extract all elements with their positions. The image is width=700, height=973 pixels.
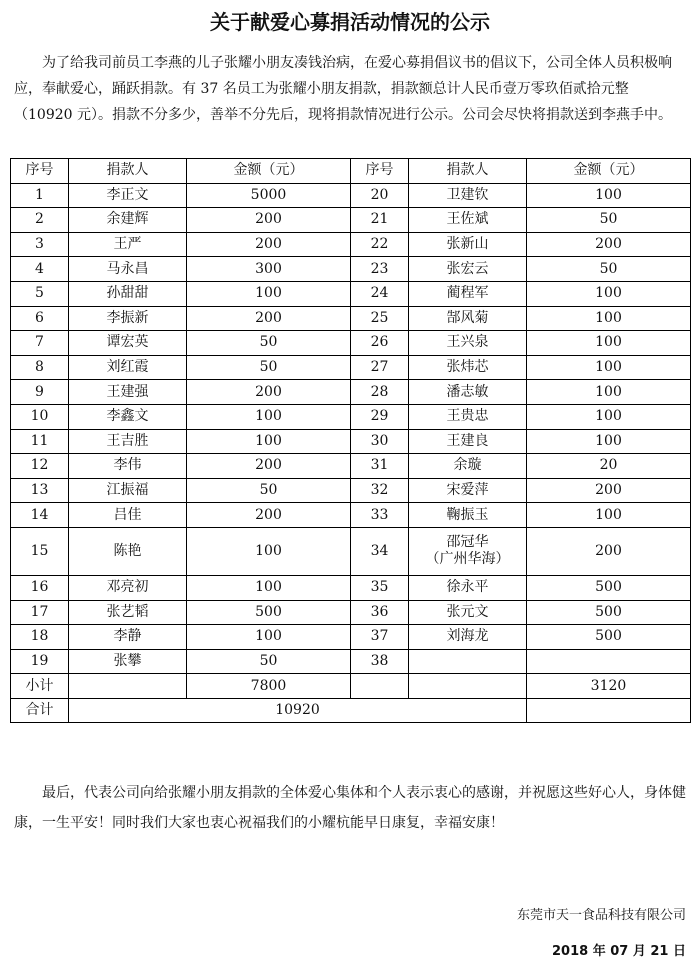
table-row [11, 527, 691, 575]
subtotal-label: 小计 [11, 674, 69, 699]
table-row [11, 600, 691, 625]
cell-amount: 500 [527, 625, 691, 650]
cell-donor: 余建辉 [69, 208, 187, 233]
cell-amount: 5000 [187, 183, 351, 208]
cell-amount: 200 [187, 380, 351, 405]
cell-donor: 潘志敏 [409, 380, 527, 405]
cell-amount: 100 [527, 183, 691, 208]
subtotal-left-value: 7800 [187, 674, 351, 699]
cell-seq: 32 [351, 478, 409, 503]
cell-amount: 200 [527, 527, 691, 575]
cell-amount: 100 [187, 281, 351, 306]
table-row [11, 625, 691, 650]
cell-donor: 谭宏英 [69, 331, 187, 356]
empty-cell [69, 674, 187, 699]
cell-amount: 100 [187, 429, 351, 454]
cell-amount: 100 [527, 404, 691, 429]
cell-amount: 200 [187, 503, 351, 528]
cell-amount: 100 [527, 306, 691, 331]
cell-seq: 21 [351, 208, 409, 233]
cell-amount: 50 [527, 208, 691, 233]
cell-seq: 28 [351, 380, 409, 405]
cell-amount: 100 [527, 380, 691, 405]
cell-amount: 100 [527, 331, 691, 356]
cell-amount: 100 [187, 575, 351, 600]
cell-donor: 刘海龙 [409, 625, 527, 650]
subtotal-row [11, 674, 691, 699]
cell-amount: 500 [527, 575, 691, 600]
cell-seq: 9 [11, 380, 69, 405]
cell-donor [409, 527, 527, 575]
header-amount: 金额（元） [527, 159, 691, 184]
cell-seq: 20 [351, 183, 409, 208]
cell-seq: 6 [11, 306, 69, 331]
cell-donor: 张艺韬 [69, 600, 187, 625]
table-row [11, 429, 691, 454]
header-seq: 序号 [11, 159, 69, 184]
cell-donor: 刘红霞 [69, 355, 187, 380]
donation-rows [11, 183, 691, 674]
cell-donor: 张宏云 [409, 257, 527, 282]
cell-amount: 50 [187, 355, 351, 380]
cell-seq: 29 [351, 404, 409, 429]
table-header-row [11, 159, 691, 184]
cell-amount: 500 [527, 600, 691, 625]
cell-donor: 王建良 [409, 429, 527, 454]
cell-donor: 李静 [69, 625, 187, 650]
subtotal-right-value: 3120 [527, 674, 691, 699]
cell-seq: 3 [11, 232, 69, 257]
cell-seq: 11 [11, 429, 69, 454]
cell-donor: 张元文 [409, 600, 527, 625]
cell-seq: 12 [11, 454, 69, 479]
cell-donor: 王建强 [69, 380, 187, 405]
table-row [11, 183, 691, 208]
cell-seq: 5 [11, 281, 69, 306]
cell-seq: 10 [11, 404, 69, 429]
table-row [11, 208, 691, 233]
cell-amount: 50 [187, 478, 351, 503]
cell-donor: 徐永平 [409, 575, 527, 600]
cell-amount: 200 [187, 208, 351, 233]
cell-donor: 李正文 [69, 183, 187, 208]
cell-amount [527, 649, 691, 674]
cell-amount: 20 [527, 454, 691, 479]
cell-seq: 17 [11, 600, 69, 625]
table-row [11, 232, 691, 257]
header-seq: 序号 [351, 159, 409, 184]
cell-donor: 王严 [69, 232, 187, 257]
cell-donor: 李振新 [69, 306, 187, 331]
cell-amount: 50 [187, 331, 351, 356]
table-row [11, 281, 691, 306]
cell-seq: 34 [351, 527, 409, 575]
header-amount: 金额（元） [187, 159, 351, 184]
table-row [11, 575, 691, 600]
donor-affiliation: （广州华海） [425, 551, 510, 568]
cell-seq: 8 [11, 355, 69, 380]
cell-seq: 18 [11, 625, 69, 650]
cell-donor: 张新山 [409, 232, 527, 257]
table-row [11, 257, 691, 282]
cell-amount: 200 [527, 478, 691, 503]
cell-donor: 李伟 [69, 454, 187, 479]
cell-amount: 100 [187, 527, 351, 575]
cell-seq: 31 [351, 454, 409, 479]
cell-donor: 宋爱萍 [409, 478, 527, 503]
cell-amount: 200 [527, 232, 691, 257]
cell-seq: 27 [351, 355, 409, 380]
notice-date: 2018 年 07 月 21 日 [552, 944, 686, 959]
closing-paragraph: 最后，代表公司向给张耀小朋友捐款的全体爱心集体和个人表示衷心的感谢，并祝愿这些好心人，身体健康，一生平安！同时我们大家也衷心祝福我们的小耀杭能早日康复，幸福安康！ [14, 785, 686, 831]
cell-seq: 36 [351, 600, 409, 625]
cell-seq: 14 [11, 503, 69, 528]
cell-donor: 蔺程军 [409, 281, 527, 306]
cell-donor: 孙甜甜 [69, 281, 187, 306]
table-row [11, 454, 691, 479]
cell-seq: 22 [351, 232, 409, 257]
table-row [11, 503, 691, 528]
cell-seq: 38 [351, 649, 409, 674]
cell-donor: 吕佳 [69, 503, 187, 528]
total-label: 合计 [11, 698, 69, 723]
cell-amount: 50 [187, 649, 351, 674]
cell-donor: 江振福 [69, 478, 187, 503]
cell-donor: 王兴泉 [409, 331, 527, 356]
empty-cell [527, 698, 691, 723]
cell-seq: 25 [351, 306, 409, 331]
donor-name: 邵冠华 [446, 534, 489, 551]
cell-seq: 1 [11, 183, 69, 208]
header-donor: 捐款人 [409, 159, 527, 184]
cell-amount: 100 [527, 503, 691, 528]
cell-seq: 2 [11, 208, 69, 233]
cell-amount: 100 [527, 429, 691, 454]
cell-donor: 鞠振玉 [409, 503, 527, 528]
cell-seq: 37 [351, 625, 409, 650]
cell-seq: 24 [351, 281, 409, 306]
cell-amount: 200 [187, 454, 351, 479]
cell-donor [409, 649, 527, 674]
cell-seq: 33 [351, 503, 409, 528]
total-value: 10920 [69, 698, 527, 723]
cell-donor: 邓亮初 [69, 575, 187, 600]
cell-seq: 4 [11, 257, 69, 282]
cell-donor: 王吉胜 [69, 429, 187, 454]
notice-title: 关于献爱心募捐活动情况的公示 [210, 10, 490, 34]
cell-seq: 19 [11, 649, 69, 674]
cell-seq: 30 [351, 429, 409, 454]
cell-seq: 7 [11, 331, 69, 356]
cell-donor: 陈艳 [69, 527, 187, 575]
cell-seq: 15 [11, 527, 69, 575]
cell-seq: 23 [351, 257, 409, 282]
cell-donor: 王佐斌 [409, 208, 527, 233]
cell-amount: 100 [527, 355, 691, 380]
intro-paragraph: 为了给我司前员工李燕的儿子张耀小朋友凑钱治病，在爱心募捐倡议书的倡议下，公司全体人员积极响应，奉献爱心，踊跃捐款。有 37 名员工为张耀小朋友捐款，捐款额总计人民币壹万零玖佰贰拾元整（10920 元）。捐款不分多少，善举不分先后，现将捐款情况进行公示。公司会尽快将捐款送到李燕手中。 [14, 55, 672, 123]
cell-donor: 王贵忠 [409, 404, 527, 429]
table-row [11, 331, 691, 356]
cell-donor: 卫建钦 [409, 183, 527, 208]
cell-amount: 500 [187, 600, 351, 625]
cell-donor: 李鑫文 [69, 404, 187, 429]
donation-table [10, 158, 691, 723]
table-row [11, 478, 691, 503]
cell-amount: 100 [527, 281, 691, 306]
cell-donor: 张炜芯 [409, 355, 527, 380]
cell-donor: 余璇 [409, 454, 527, 479]
cell-amount: 50 [527, 257, 691, 282]
cell-seq: 35 [351, 575, 409, 600]
cell-seq: 26 [351, 331, 409, 356]
table-row [11, 355, 691, 380]
cell-amount: 200 [187, 232, 351, 257]
cell-seq: 13 [11, 478, 69, 503]
empty-cell [409, 674, 527, 699]
total-row [11, 698, 691, 723]
cell-seq: 16 [11, 575, 69, 600]
cell-donor: 郜风菊 [409, 306, 527, 331]
table-row [11, 649, 691, 674]
cell-amount: 100 [187, 625, 351, 650]
cell-donor: 马永昌 [69, 257, 187, 282]
cell-donor: 张攀 [69, 649, 187, 674]
header-donor: 捐款人 [69, 159, 187, 184]
cell-amount: 100 [187, 404, 351, 429]
table-row [11, 404, 691, 429]
company-name: 东莞市天一食品科技有限公司 [516, 908, 686, 923]
cell-amount: 300 [187, 257, 351, 282]
cell-amount: 200 [187, 306, 351, 331]
table-row [11, 380, 691, 405]
empty-cell [351, 674, 409, 699]
table-row [11, 306, 691, 331]
